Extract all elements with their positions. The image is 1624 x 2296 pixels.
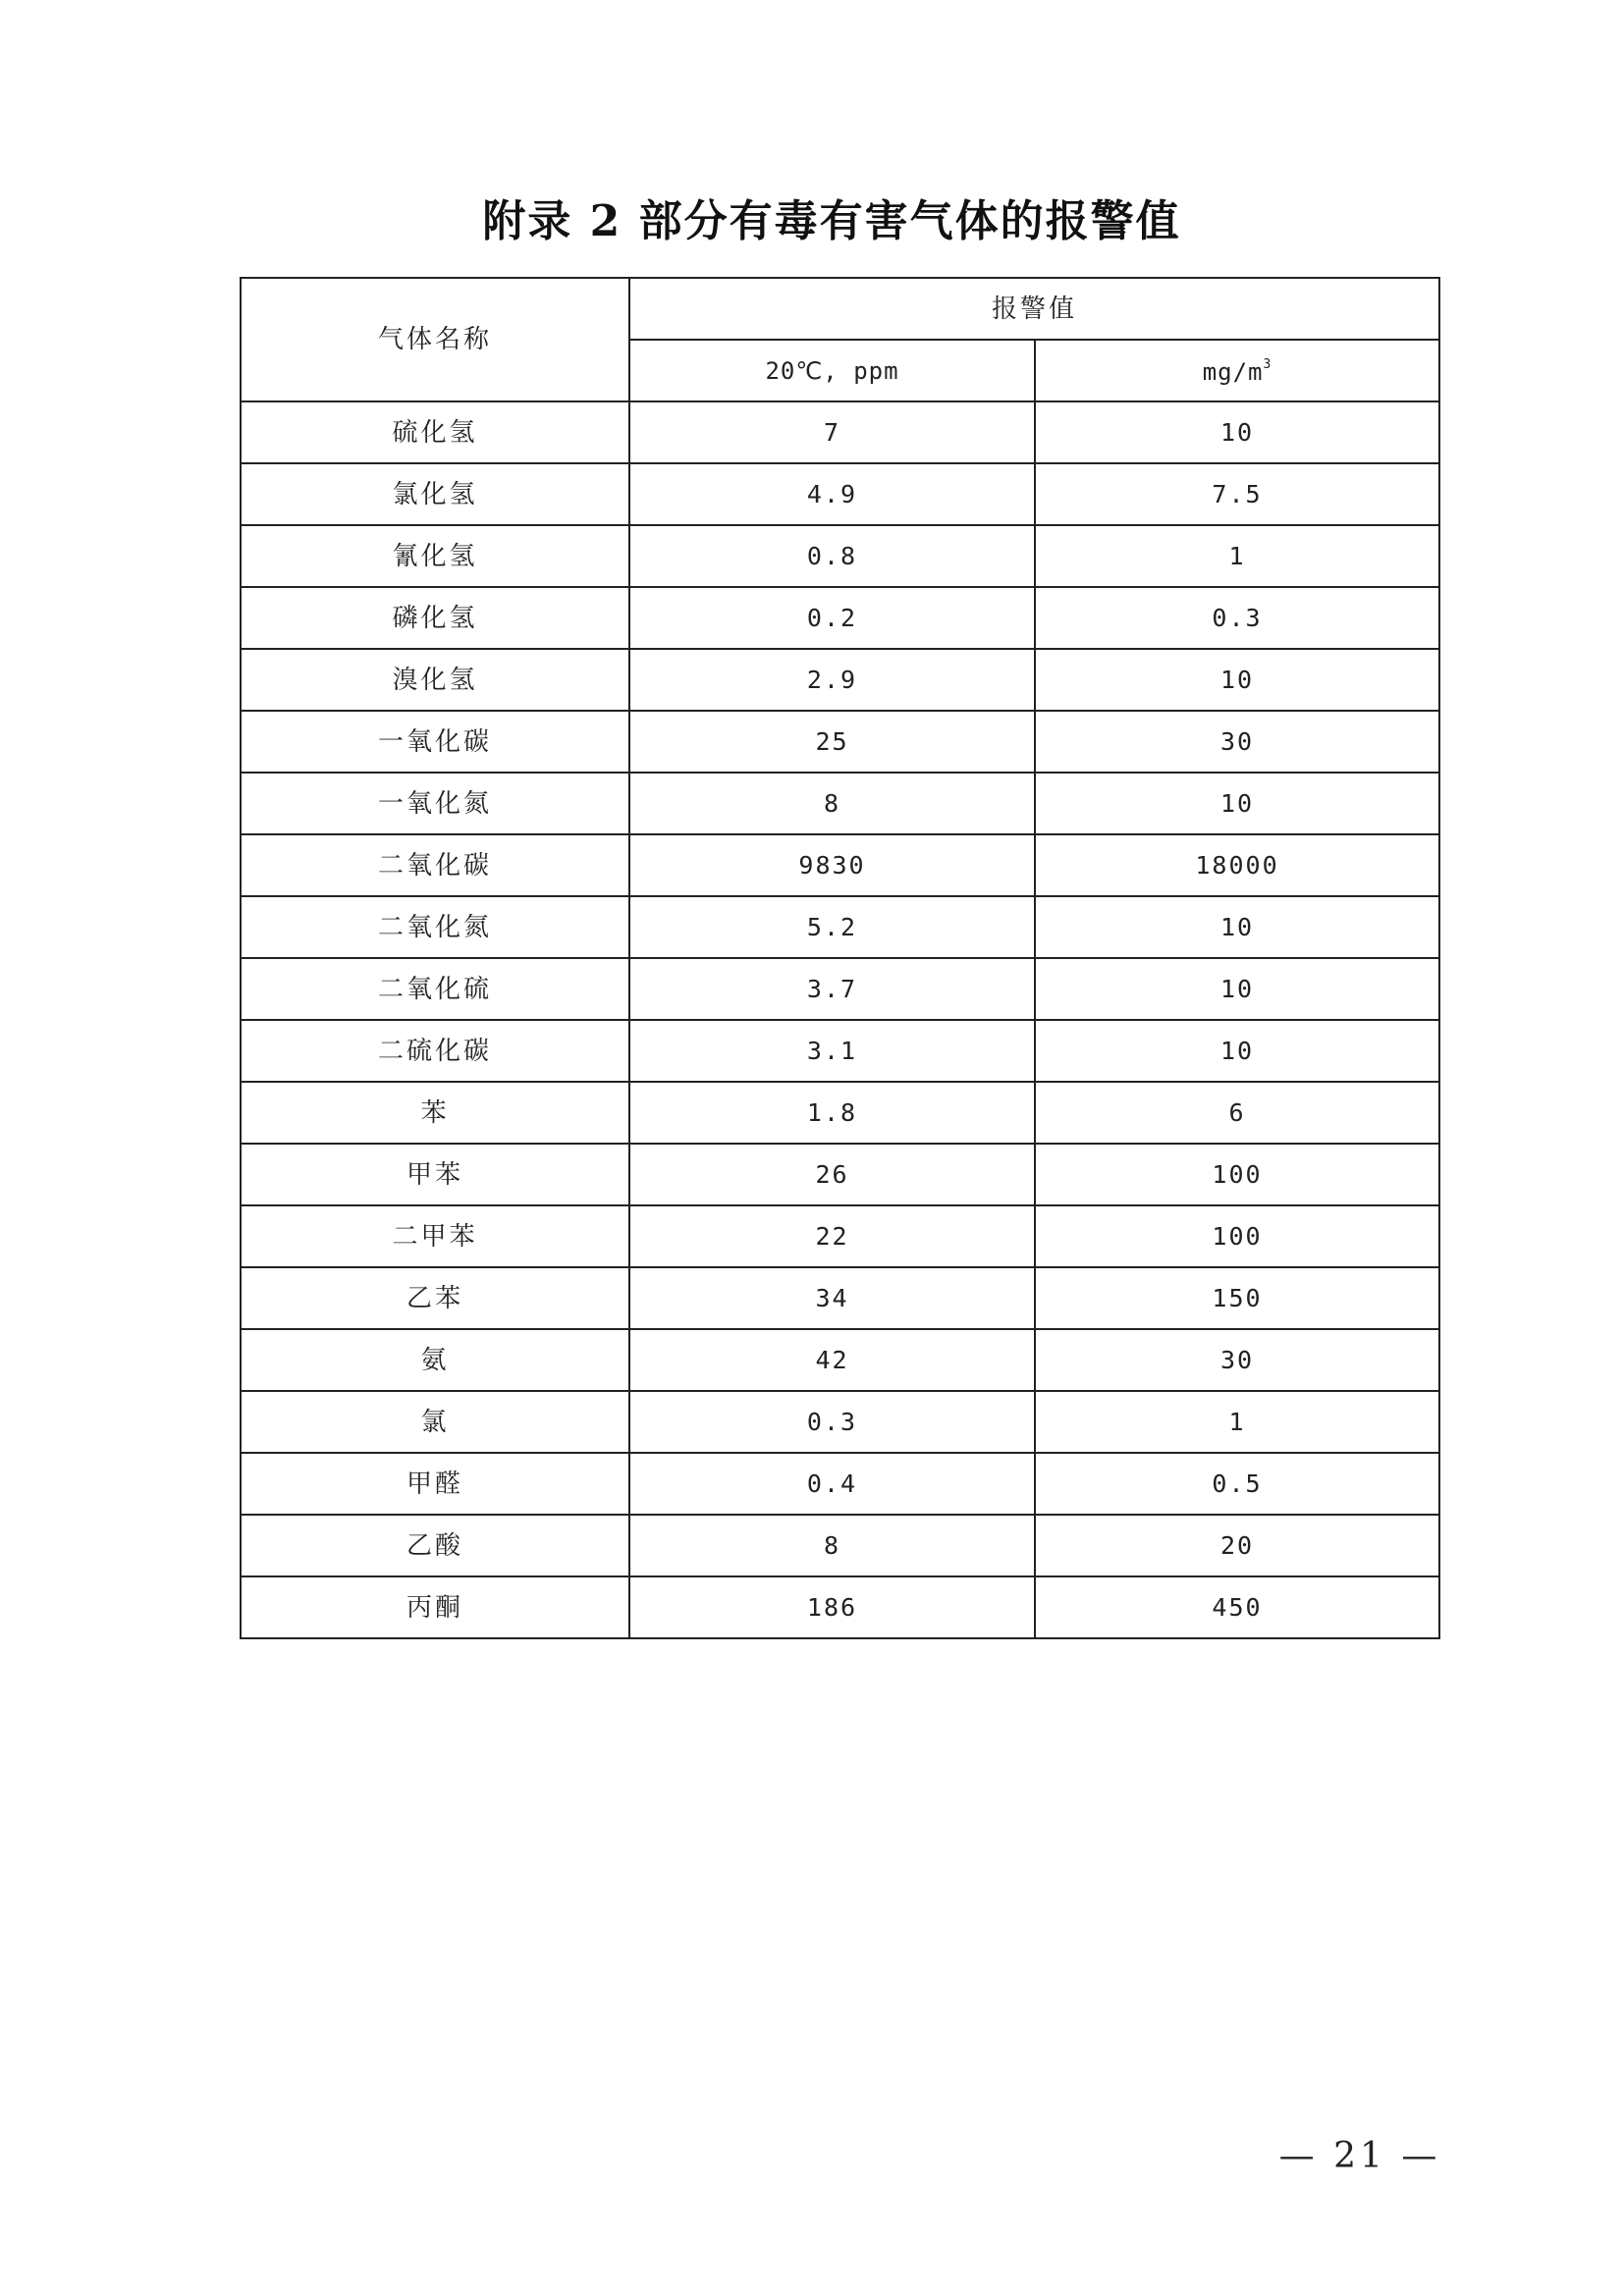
ppm-value-cell: 3.1	[629, 1020, 1035, 1082]
mg-value-cell: 18000	[1035, 834, 1439, 896]
table-row	[241, 1082, 1439, 1144]
gas-name-cell: 氰化氢	[241, 525, 629, 587]
mg-value-cell: 0.3	[1035, 587, 1439, 649]
mg-value-cell: 100	[1035, 1144, 1439, 1205]
mg-value-cell: 0.5	[1035, 1453, 1439, 1515]
gas-name-cell: 溴化氢	[241, 649, 629, 711]
mg-value-cell: 10	[1035, 773, 1439, 834]
gas-name-cell: 硫化氢	[241, 401, 629, 463]
ppm-value-cell: 0.8	[629, 525, 1035, 587]
mg-value-cell: 100	[1035, 1205, 1439, 1267]
table-row	[241, 834, 1439, 896]
gas-name-cell: 苯	[241, 1082, 629, 1144]
table-row	[241, 1144, 1439, 1205]
ppm-value-cell: 0.4	[629, 1453, 1035, 1515]
unit-mg-superscript: 3	[1263, 356, 1272, 372]
mg-value-cell: 7.5	[1035, 463, 1439, 525]
gas-name-cell: 乙苯	[241, 1267, 629, 1329]
table-row	[241, 1205, 1439, 1267]
ppm-value-cell: 42	[629, 1329, 1035, 1391]
mg-value-cell: 20	[1035, 1515, 1439, 1576]
ppm-value-cell: 7	[629, 401, 1035, 463]
ppm-value-cell: 34	[629, 1267, 1035, 1329]
ppm-value-cell: 26	[629, 1144, 1035, 1205]
ppm-value-cell: 5.2	[629, 896, 1035, 958]
header-gas-name: 气体名称	[241, 278, 629, 401]
table-row	[241, 1576, 1439, 1638]
gas-name-cell: 二氧化氮	[241, 896, 629, 958]
gas-name-cell: 甲苯	[241, 1144, 629, 1205]
table-row	[241, 463, 1439, 525]
table-header-row	[241, 278, 1439, 340]
ppm-value-cell: 9830	[629, 834, 1035, 896]
table-row	[241, 1391, 1439, 1453]
ppm-value-cell: 0.2	[629, 587, 1035, 649]
gas-name-cell: 二氧化碳	[241, 834, 629, 896]
ppm-value-cell: 4.9	[629, 463, 1035, 525]
mg-value-cell: 1	[1035, 525, 1439, 587]
table-row	[241, 1267, 1439, 1329]
ppm-value-cell: 8	[629, 1515, 1035, 1576]
ppm-value-cell: 22	[629, 1205, 1035, 1267]
table-row	[241, 587, 1439, 649]
mg-value-cell: 6	[1035, 1082, 1439, 1144]
gas-name-cell: 氯	[241, 1391, 629, 1453]
gas-name-cell: 二硫化碳	[241, 1020, 629, 1082]
ppm-value-cell: 1.8	[629, 1082, 1035, 1144]
mg-value-cell: 10	[1035, 649, 1439, 711]
mg-value-cell: 10	[1035, 401, 1439, 463]
table-row	[241, 773, 1439, 834]
header-unit-mg	[1035, 340, 1439, 401]
table-row	[241, 1453, 1439, 1515]
page-number: — 21 —	[1278, 2136, 1441, 2176]
mg-value-cell: 150	[1035, 1267, 1439, 1329]
ppm-value-cell: 3.7	[629, 958, 1035, 1020]
unit-mg-base: mg/m	[1202, 357, 1264, 386]
mg-value-cell: 10	[1035, 958, 1439, 1020]
table-row	[241, 401, 1439, 463]
mg-value-cell: 10	[1035, 1020, 1439, 1082]
ppm-value-cell: 8	[629, 773, 1035, 834]
mg-value-cell: 450	[1035, 1576, 1439, 1638]
gas-name-cell: 二氧化硫	[241, 958, 629, 1020]
table-row	[241, 1020, 1439, 1082]
gas-name-cell: 一氧化氮	[241, 773, 629, 834]
header-unit-ppm: 20℃, ppm	[629, 340, 1035, 401]
ppm-value-cell: 0.3	[629, 1391, 1035, 1453]
table-row	[241, 896, 1439, 958]
table-row	[241, 1515, 1439, 1576]
gas-name-cell: 一氧化碳	[241, 711, 629, 773]
gas-name-cell: 磷化氢	[241, 587, 629, 649]
ppm-value-cell: 186	[629, 1576, 1035, 1638]
mg-value-cell: 1	[1035, 1391, 1439, 1453]
header-alarm-value: 报警值	[629, 278, 1439, 340]
mg-value-cell: 10	[1035, 896, 1439, 958]
table-row	[241, 649, 1439, 711]
gas-name-cell: 丙酮	[241, 1576, 629, 1638]
gas-name-cell: 二甲苯	[241, 1205, 629, 1267]
gas-name-cell: 氯化氢	[241, 463, 629, 525]
gas-name-cell: 氨	[241, 1329, 629, 1391]
page-title: 附录 2 部分有毒有害气体的报警值	[482, 196, 1181, 246]
mg-value-cell: 30	[1035, 1329, 1439, 1391]
ppm-value-cell: 2.9	[629, 649, 1035, 711]
table-row	[241, 711, 1439, 773]
table-row	[241, 525, 1439, 587]
table-row	[241, 1329, 1439, 1391]
gas-name-cell: 甲醛	[241, 1453, 629, 1515]
alarm-value-table	[240, 277, 1440, 1639]
gas-name-cell: 乙酸	[241, 1515, 629, 1576]
ppm-value-cell: 25	[629, 711, 1035, 773]
mg-value-cell: 30	[1035, 711, 1439, 773]
table-row	[241, 958, 1439, 1020]
